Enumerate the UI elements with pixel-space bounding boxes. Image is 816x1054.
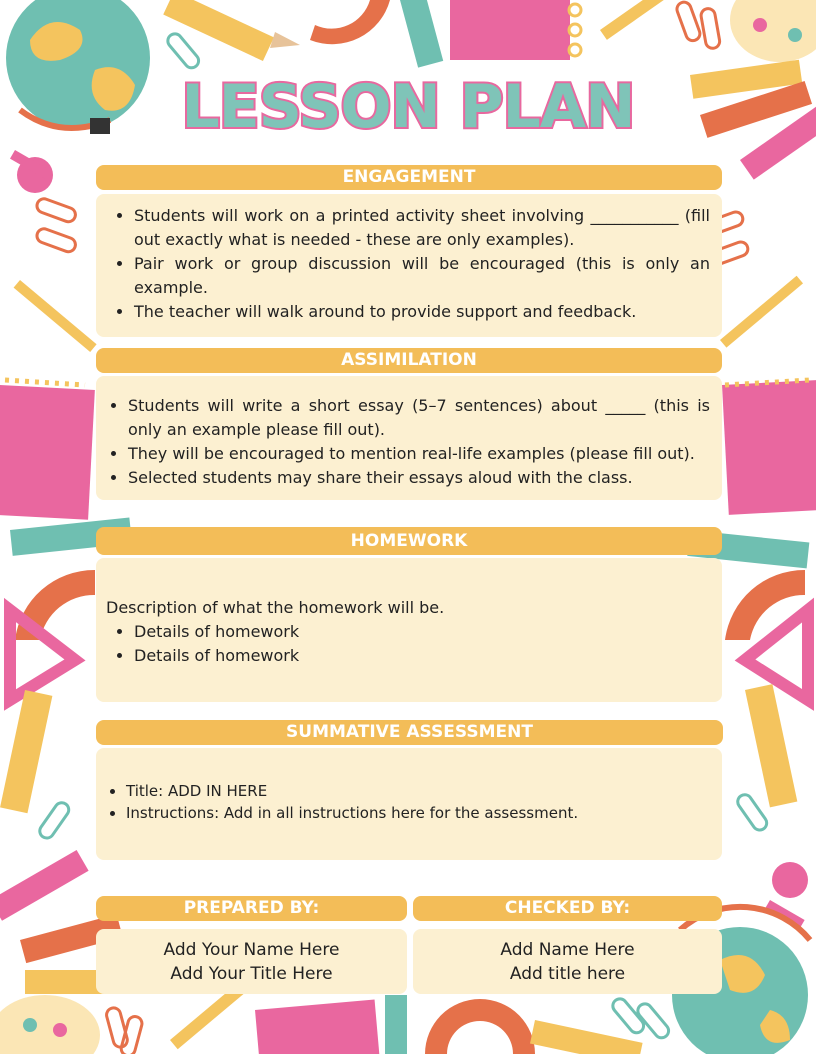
summative-assessment-header: SUMMATIVE ASSESSMENT bbox=[96, 720, 723, 745]
homework-description: Description of what the homework will be. bbox=[106, 598, 445, 617]
paperclip-icon bbox=[610, 996, 671, 1041]
engagement-list bbox=[96, 204, 722, 324]
list-item: • Selected students may share their essays aloud with the class. bbox=[128, 466, 722, 490]
summative-assessment-panel bbox=[96, 748, 722, 860]
pencil-icon bbox=[163, 0, 300, 61]
pencil-icon bbox=[745, 684, 797, 807]
notebook-icon bbox=[722, 380, 816, 515]
notebook-icon bbox=[450, 0, 581, 60]
list-item: • Details of homework bbox=[134, 620, 722, 644]
list-item: • They will be encouraged to mention real-life examples (please fill out). bbox=[128, 442, 722, 466]
crayon-icon bbox=[0, 850, 89, 921]
list-item: • Instructions: Add in all instructions here for the assessment. bbox=[126, 802, 722, 824]
paperclip-icon bbox=[675, 0, 721, 49]
assimilation-header: ASSIMILATION bbox=[96, 348, 722, 373]
pushpin-icon bbox=[10, 150, 53, 193]
paint-palette-icon bbox=[730, 0, 816, 62]
assimilation-list bbox=[96, 394, 722, 490]
list-item: • The teacher will walk around to provide support and feedback. bbox=[134, 300, 722, 324]
paperclip-icon bbox=[105, 1006, 144, 1054]
list-item: • Students will work on a printed activity sheet involving ___________ (fill out exactly what is needed - these are only examples). bbox=[134, 204, 722, 252]
paintbrush-icon bbox=[720, 276, 803, 348]
summative-list bbox=[96, 780, 722, 824]
homework-panel bbox=[96, 558, 722, 702]
list-item: • Students will write a short essay (5–7 sentences) about _____ (this is only an example please fill out). bbox=[128, 394, 722, 442]
protractor-icon bbox=[310, 0, 390, 44]
checked-by-header: CHECKED BY: bbox=[413, 896, 722, 921]
ruler-icon bbox=[397, 0, 443, 68]
engagement-header: ENGAGEMENT bbox=[96, 165, 722, 190]
list-item: • Title: ADD IN HERE bbox=[126, 780, 722, 802]
paintbrush-icon bbox=[14, 280, 97, 352]
notebook-icon bbox=[255, 1000, 380, 1054]
homework-list bbox=[106, 620, 722, 668]
prepared-by-panel bbox=[96, 929, 407, 994]
paint-palette-icon bbox=[0, 995, 100, 1054]
homework-header: HOMEWORK bbox=[96, 527, 722, 555]
checked-by-name: Add Name Here bbox=[500, 940, 635, 960]
prepared-by-title: Add Your Title Here bbox=[170, 964, 333, 984]
paintbrush-icon bbox=[600, 0, 681, 40]
page-title: LESSON PLAN bbox=[181, 72, 635, 142]
ruler-icon bbox=[385, 995, 407, 1054]
pencil-icon bbox=[0, 690, 52, 813]
assimilation-panel bbox=[96, 376, 722, 500]
engagement-panel bbox=[96, 194, 722, 337]
notebook-icon bbox=[0, 380, 95, 520]
paperclip-icon bbox=[165, 31, 201, 71]
checked-by-panel bbox=[413, 929, 722, 994]
prepared-by-header: PREPARED BY: bbox=[96, 896, 407, 921]
list-item: • Pair work or group discussion will be encouraged (this is only an example. bbox=[134, 252, 722, 300]
checked-by-title: Add title here bbox=[509, 964, 626, 984]
protractor-icon bbox=[425, 999, 535, 1054]
prepared-by-name: Add Your Name Here bbox=[163, 940, 340, 960]
list-item: • Details of homework bbox=[134, 644, 722, 668]
